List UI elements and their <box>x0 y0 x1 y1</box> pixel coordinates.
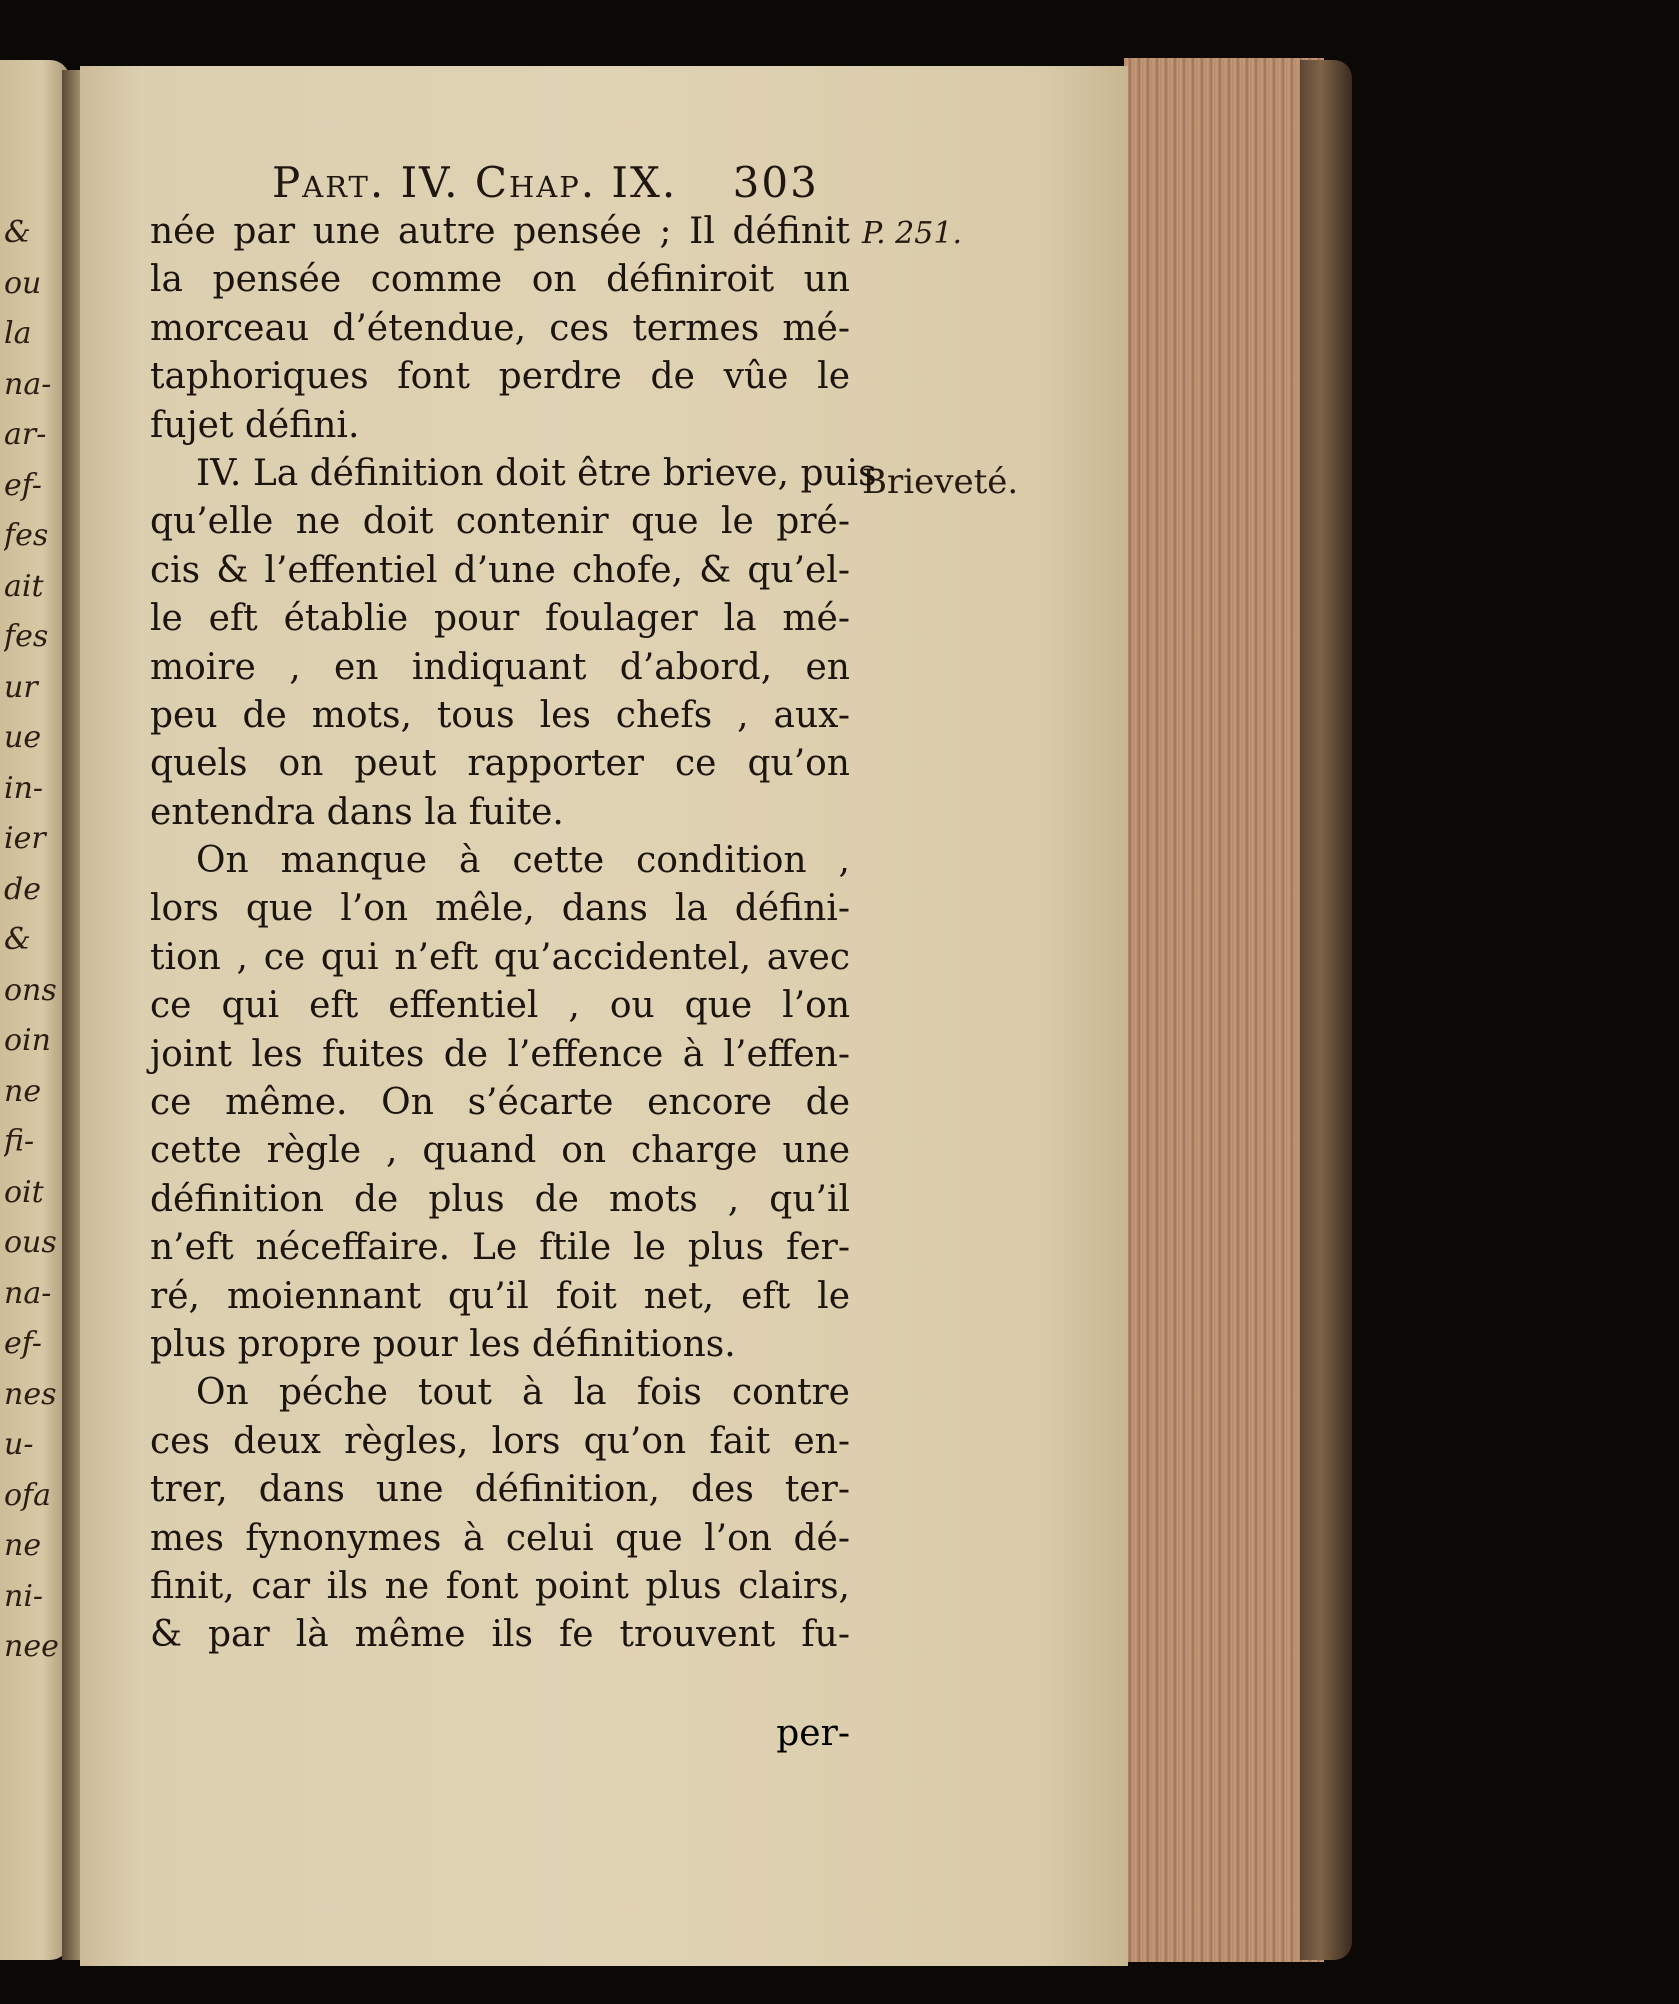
text-line: n’eft néceffaire. Le ftile le plus fer- <box>150 1227 850 1269</box>
text-line: & par là même ils fe trouvent fu- <box>150 1614 850 1656</box>
margin-sidenote: Brieveté. <box>862 462 1019 502</box>
left-page-fragment: oin <box>4 1023 51 1058</box>
left-page-fragment: na- <box>4 366 52 402</box>
left-page-fragment: ou <box>4 265 42 301</box>
text-line: peu de mots, tous les chefs , aux- <box>150 694 850 736</box>
left-page-fragment: ofa <box>4 1477 52 1513</box>
left-page-fragment: & <box>4 215 31 250</box>
text-line: mes fynonymes à celui que l’on dé- <box>150 1517 850 1559</box>
text-line: la pensée comme on définiroit un <box>150 259 850 301</box>
left-page-fragment: ier <box>4 821 46 856</box>
text-line: tion , ce qui n’eft qu’accidentel, avec <box>150 936 850 978</box>
text-line: cette règle , quand on charge une <box>150 1130 850 1172</box>
left-page-fragment: ef- <box>4 467 42 503</box>
text-line: ce même. On s’écarte encore de <box>150 1082 850 1124</box>
left-page-fragment: u- <box>4 1427 34 1462</box>
text-line: plus propre pour les définitions. <box>150 1323 736 1365</box>
left-page-fragment: ue <box>4 720 42 755</box>
text-line: qu’elle ne doit contenir que le pré- <box>150 501 850 543</box>
left-page-fragment: ni- <box>4 1578 44 1614</box>
text-line: née par une autre pensée ; Il définit <box>150 211 850 252</box>
text-line: fujet défini. <box>150 404 360 446</box>
page-edges <box>1124 58 1324 1962</box>
left-page-fragment: ous <box>4 1225 57 1260</box>
left-page-fragment: na- <box>4 1275 52 1311</box>
text-line: lors que l’on mêle, dans la défini- <box>150 888 850 930</box>
text-line: ré, moiennant qu’il foit net, eft le <box>150 1275 850 1317</box>
text-line: quels on peut rapporter ce qu’on <box>150 743 850 785</box>
left-page-fragment: & <box>4 922 31 957</box>
left-page-fragment: fes <box>4 619 49 654</box>
text-line: ce qui eft effentiel , ou que l’on <box>150 985 850 1027</box>
body-text <box>150 208 877 1660</box>
left-page-fragment: nes <box>4 1376 57 1412</box>
left-page-fragment: fes <box>4 518 49 553</box>
text-line: morceau d’étendue, ces termes mé- <box>150 307 850 349</box>
left-page-fragment: de <box>4 871 41 907</box>
text-line: cis & l’effentiel d’une chofe, & qu’el- <box>150 549 850 591</box>
text-line: IV. La définition doit être brieve, puis <box>196 452 877 494</box>
left-page-fragment: ef- <box>4 1326 42 1361</box>
left-page-fragment: ne <box>4 1073 42 1109</box>
text-line: entendra dans la fuite. <box>150 791 564 833</box>
text-line: joint les fuites de l’effence à l’effen- <box>150 1033 850 1075</box>
left-page-fragment: nee <box>4 1629 59 1664</box>
text-line: On péche tout à la fois contre <box>196 1372 850 1414</box>
text-line: moire , en indiquant d’abord, en <box>150 646 850 688</box>
text-line: On manque à cette condition , <box>196 840 850 882</box>
left-page-fragment: ne <box>4 1528 42 1563</box>
left-page-fragment: ar- <box>4 417 47 452</box>
text-line: finit, car ils ne font point plus clairs, <box>150 1565 850 1607</box>
text-line: définition de plus de mots , qu’il <box>150 1178 850 1220</box>
margin-reference: P. 251. <box>862 216 962 251</box>
running-header <box>272 158 819 207</box>
left-page-fragment: oit <box>4 1174 44 1210</box>
text-line: le eft établie pour foulager la mé- <box>150 598 850 640</box>
running-title: Part. IV. Chap. IX. <box>272 158 678 207</box>
catchword: per- <box>776 1713 850 1754</box>
left-page-fragment: fi- <box>4 1124 35 1159</box>
text-line: taphoriques font perdre de vûe le <box>150 356 850 398</box>
text-line: ces deux règles, lors qu’on fait en- <box>150 1420 850 1462</box>
left-page-fragment: ur <box>4 669 38 705</box>
left-page-fragment: la <box>4 316 32 351</box>
left-page-fragment: in- <box>4 770 44 806</box>
left-page-fragment: ait <box>4 568 44 604</box>
left-page-fragment: ons <box>4 972 57 1008</box>
text-line: trer, dans une définition, des ter- <box>150 1469 850 1511</box>
page-number: 303 <box>732 158 819 207</box>
book-spine <box>1300 60 1352 1960</box>
